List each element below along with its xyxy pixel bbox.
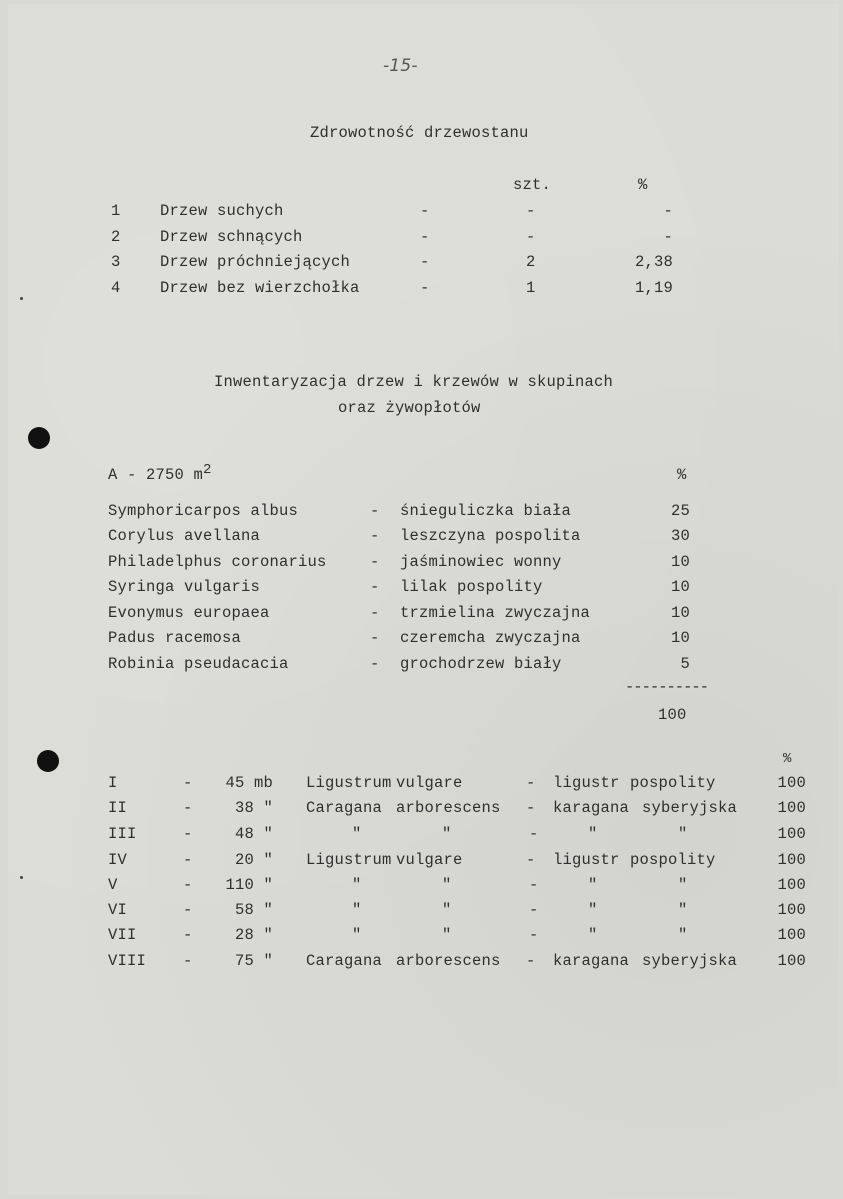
punch-hole-upper bbox=[28, 427, 50, 449]
species-polish-name: śnieguliczka biała bbox=[400, 502, 572, 520]
hedge-separator-2: - bbox=[526, 851, 536, 869]
health-row-name: Drzew bez wierzchołka bbox=[160, 279, 360, 297]
health-row-number: 2 bbox=[111, 228, 121, 246]
species-latin-name: Robinia pseudacacia bbox=[108, 655, 289, 673]
species-separator: - bbox=[370, 629, 380, 647]
species-percent: 10 bbox=[670, 578, 690, 596]
speck-mark bbox=[20, 297, 23, 300]
health-title: Zdrowotność drzewostanu bbox=[310, 124, 529, 142]
inventory-title-line2: oraz żywopłotów bbox=[338, 399, 481, 417]
hedge-polish-genus: " bbox=[588, 926, 598, 944]
hedge-number: II bbox=[108, 799, 128, 817]
hedge-latin-genus: " bbox=[352, 926, 362, 944]
hedge-polish-genus: " bbox=[588, 876, 598, 894]
document-page bbox=[8, 4, 839, 1195]
species-polish-name: czeremcha zwyczajna bbox=[400, 629, 581, 647]
hedge-latin-species: " bbox=[442, 825, 452, 843]
hedge-separator: - bbox=[183, 901, 193, 919]
hedge-latin-genus: Caragana bbox=[306, 952, 383, 970]
hedge-latin-genus: Caragana bbox=[306, 799, 383, 817]
species-percent: 10 bbox=[670, 629, 690, 647]
hedge-latin-genus: " bbox=[352, 901, 362, 919]
hedge-polish-genus: " bbox=[588, 825, 598, 843]
hedges-pct-header: % bbox=[783, 751, 792, 767]
hedge-number: VII bbox=[108, 926, 137, 944]
health-col-szt: szt. bbox=[513, 176, 552, 194]
health-row-number: 1 bbox=[111, 202, 121, 220]
species-polish-name: grochodrzew biały bbox=[400, 655, 562, 673]
hedge-latin-genus: Ligustrum bbox=[306, 851, 392, 869]
health-row-separator: - bbox=[420, 253, 430, 271]
hedge-polish-species: " bbox=[678, 825, 688, 843]
hedge-polish-species: pospolity bbox=[630, 774, 716, 792]
health-row-pct: 1,19 bbox=[634, 279, 673, 297]
hedge-latin-species: arborescens bbox=[396, 952, 501, 970]
hedge-separator: - bbox=[183, 825, 193, 843]
hedge-length: 38 " bbox=[234, 799, 273, 817]
health-row-name: Drzew schnących bbox=[160, 228, 303, 246]
species-percent: 30 bbox=[670, 527, 690, 545]
health-row-pct: - bbox=[663, 202, 673, 220]
health-row-separator: - bbox=[420, 228, 430, 246]
hedge-percent: 100 bbox=[777, 825, 806, 843]
hedge-length: 110 " bbox=[225, 876, 273, 894]
species-percent: 10 bbox=[670, 553, 690, 571]
hedge-separator: - bbox=[183, 851, 193, 869]
health-row-separator: - bbox=[420, 279, 430, 297]
health-row-name: Drzew suchych bbox=[160, 202, 284, 220]
hedge-latin-species: " bbox=[442, 876, 452, 894]
species-separator: - bbox=[370, 502, 380, 520]
health-row-number: 4 bbox=[111, 279, 121, 297]
health-row-name: Drzew próchniejących bbox=[160, 253, 351, 271]
hedge-length: 58 " bbox=[234, 901, 273, 919]
inventory-total: 100 bbox=[658, 706, 687, 724]
health-row-szt: 1 bbox=[526, 279, 536, 297]
health-row-szt: 2 bbox=[526, 253, 536, 271]
hedge-length: 75 " bbox=[234, 952, 273, 970]
hedge-polish-genus: karagana bbox=[553, 799, 630, 817]
hedge-polish-species: " bbox=[678, 926, 688, 944]
species-latin-name: Corylus avellana bbox=[108, 527, 261, 545]
hedge-percent: 100 bbox=[777, 799, 806, 817]
species-separator: - bbox=[370, 655, 380, 673]
hedge-separator-2: - bbox=[529, 926, 539, 944]
total-line: ---------- bbox=[625, 678, 709, 696]
species-latin-name: Padus racemosa bbox=[108, 629, 242, 647]
health-row-pct: 2,38 bbox=[634, 253, 673, 271]
punch-hole-lower bbox=[37, 750, 59, 772]
hedge-number: V bbox=[108, 876, 118, 894]
hedge-latin-genus: " bbox=[352, 876, 362, 894]
species-latin-name: Evonymus europaea bbox=[108, 604, 270, 622]
hedge-latin-species: " bbox=[442, 926, 452, 944]
hedge-separator: - bbox=[183, 926, 193, 944]
hedge-percent: 100 bbox=[777, 851, 806, 869]
species-latin-name: Symphoricarpos albus bbox=[108, 502, 299, 520]
hedge-separator: - bbox=[183, 774, 193, 792]
hedge-percent: 100 bbox=[777, 774, 806, 792]
hedge-polish-species: syberyjska bbox=[642, 799, 738, 817]
species-polish-name: leszczyna pospolita bbox=[400, 527, 581, 545]
species-percent: 10 bbox=[670, 604, 690, 622]
species-separator: - bbox=[370, 553, 380, 571]
hedge-latin-species: arborescens bbox=[396, 799, 501, 817]
hedge-polish-species: pospolity bbox=[630, 851, 716, 869]
hedge-latin-species: vulgare bbox=[396, 851, 463, 869]
hedge-latin-species: " bbox=[442, 901, 452, 919]
hedge-separator-2: - bbox=[529, 876, 539, 894]
page-number: -15- bbox=[383, 56, 418, 76]
hedge-polish-genus: ligustr bbox=[553, 774, 620, 792]
hedge-polish-species: syberyjska bbox=[642, 952, 738, 970]
hedge-length: 45 mb bbox=[225, 774, 273, 792]
hedge-number: VI bbox=[108, 901, 128, 919]
species-latin-name: Philadelphus coronarius bbox=[108, 553, 327, 571]
health-row-pct: - bbox=[663, 228, 673, 246]
hedge-separator-2: - bbox=[526, 799, 536, 817]
hedge-percent: 100 bbox=[777, 926, 806, 944]
hedge-latin-genus: Ligustrum bbox=[306, 774, 392, 792]
species-polish-name: trzmielina zwyczajna bbox=[400, 604, 591, 622]
area-value: A - 2750 m bbox=[108, 466, 204, 485]
species-separator: - bbox=[370, 604, 380, 622]
hedge-number: I bbox=[108, 774, 118, 792]
species-separator: - bbox=[370, 578, 380, 596]
speck-mark bbox=[20, 876, 23, 879]
hedge-polish-genus: " bbox=[588, 901, 598, 919]
inventory-title-line1: Inwentaryzacja drzew i krzewów w skupinach bbox=[214, 373, 614, 391]
hedge-length: 48 " bbox=[234, 825, 273, 843]
health-row-separator: - bbox=[420, 202, 430, 220]
hedge-number: III bbox=[108, 825, 137, 843]
hedge-separator: - bbox=[183, 876, 193, 894]
hedge-length: 28 " bbox=[234, 926, 273, 944]
hedge-polish-genus: karagana bbox=[553, 952, 630, 970]
health-row-szt: - bbox=[526, 202, 536, 220]
hedge-number: VIII bbox=[108, 952, 147, 970]
hedge-number: IV bbox=[108, 851, 128, 869]
area-label bbox=[108, 462, 212, 484]
hedge-latin-species: vulgare bbox=[396, 774, 463, 792]
hedge-separator-2: - bbox=[526, 774, 536, 792]
species-separator: - bbox=[370, 527, 380, 545]
hedge-separator: - bbox=[183, 952, 193, 970]
species-percent: 25 bbox=[670, 502, 690, 520]
area-superscript: 2 bbox=[203, 462, 212, 478]
species-latin-name: Syringa vulgaris bbox=[108, 578, 261, 596]
hedge-percent: 100 bbox=[777, 876, 806, 894]
hedge-separator-2: - bbox=[529, 901, 539, 919]
hedge-percent: 100 bbox=[777, 901, 806, 919]
health-row-number: 3 bbox=[111, 253, 121, 271]
hedge-percent: 100 bbox=[777, 952, 806, 970]
species-polish-name: lilak pospolity bbox=[400, 578, 543, 596]
hedge-polish-genus: ligustr bbox=[553, 851, 620, 869]
health-row-szt: - bbox=[526, 228, 536, 246]
hedge-polish-species: " bbox=[678, 901, 688, 919]
hedge-latin-genus: " bbox=[352, 825, 362, 843]
hedge-polish-species: " bbox=[678, 876, 688, 894]
hedge-separator-2: - bbox=[526, 952, 536, 970]
hedge-separator: - bbox=[183, 799, 193, 817]
hedge-separator-2: - bbox=[529, 825, 539, 843]
species-percent: 5 bbox=[680, 655, 690, 673]
health-col-pct: % bbox=[638, 176, 648, 194]
species-polish-name: jaśminowiec wonny bbox=[400, 553, 562, 571]
inventory-pct-header: % bbox=[677, 466, 687, 484]
hedge-length: 20 " bbox=[234, 851, 273, 869]
